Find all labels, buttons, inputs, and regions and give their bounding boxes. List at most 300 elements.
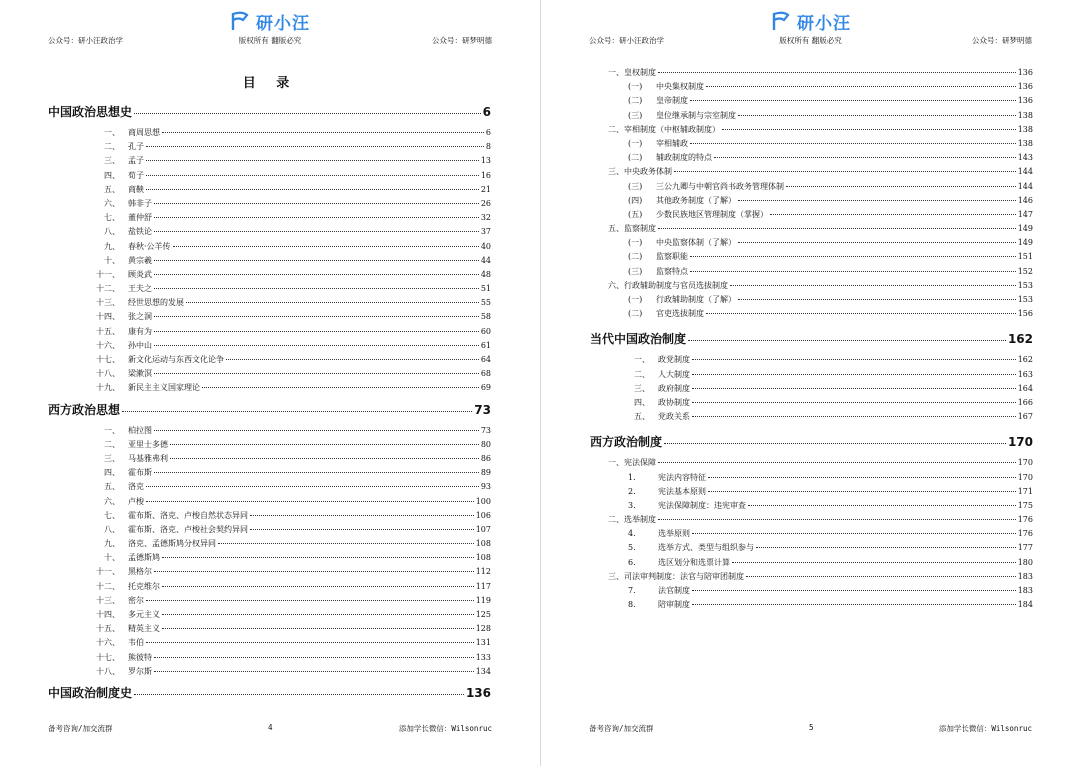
toc-entry-number: 十、 bbox=[104, 255, 120, 265]
toc-entry[interactable] bbox=[590, 165, 1033, 179]
toc-section-heading[interactable]: 中国政治思想史 6 bbox=[48, 105, 491, 119]
toc-entry-label: 托克维尔 bbox=[128, 581, 160, 591]
toc-section-heading[interactable]: 西方政治思想 73 bbox=[48, 402, 491, 417]
toc-entry-number: 六、 bbox=[104, 496, 120, 506]
toc-entry-label: 辅政制度的特点 bbox=[656, 153, 712, 163]
toc-entry-page: 107 bbox=[475, 524, 491, 534]
dot-leader bbox=[146, 600, 474, 601]
toc-entry-number: 4. bbox=[628, 529, 636, 539]
header-center: 版权所有 翻版必究 bbox=[238, 36, 302, 45]
toc-entry-page: 8 bbox=[485, 142, 491, 152]
toc-entry-label: 密尔 bbox=[128, 595, 144, 605]
toc-entry-label: 监察职能 bbox=[656, 252, 688, 262]
dot-leader bbox=[692, 533, 1016, 534]
toc-entry[interactable] bbox=[590, 250, 1033, 264]
toc-entry-page: 149 bbox=[1017, 224, 1033, 234]
toc-entry[interactable] bbox=[590, 541, 1033, 555]
dot-leader bbox=[154, 472, 479, 473]
toc-entry-page: 143 bbox=[1017, 153, 1033, 163]
toc-entry-number: 四、 bbox=[104, 170, 120, 180]
dot-leader bbox=[146, 160, 479, 161]
dot-leader bbox=[154, 373, 479, 374]
toc-entry-page: 21 bbox=[480, 184, 491, 194]
toc-entry-number: 一、 bbox=[608, 458, 624, 468]
toc-entry-label: 监察特点 bbox=[656, 266, 688, 276]
toc-entry-label: 霍布斯 bbox=[128, 468, 152, 478]
toc-entry-page: 184 bbox=[1017, 600, 1033, 610]
toc-entry[interactable] bbox=[48, 211, 491, 225]
toc-entry[interactable] bbox=[590, 499, 1033, 513]
toc-entry-page: 147 bbox=[1017, 209, 1033, 219]
toc-entry[interactable] bbox=[590, 598, 1033, 612]
dot-leader bbox=[748, 505, 1016, 506]
dot-leader bbox=[134, 694, 464, 695]
toc-entry-page: 153 bbox=[1017, 295, 1033, 304]
toc-entry-number: 2. bbox=[628, 486, 636, 496]
dot-leader bbox=[722, 129, 1016, 130]
toc-list bbox=[590, 353, 1033, 424]
toc-entry-label: 选区划分和选票计算 bbox=[658, 557, 730, 567]
toc-entry-label: 黄宗羲 bbox=[128, 255, 152, 265]
toc-entry-page: 152 bbox=[1017, 266, 1033, 276]
dot-leader bbox=[738, 299, 1016, 300]
dot-leader bbox=[692, 374, 1016, 375]
toc-entry-label: 选举制度 bbox=[624, 515, 656, 525]
toc-entry-label: 盐铁论 bbox=[128, 227, 152, 237]
toc-entry[interactable] bbox=[590, 94, 1033, 108]
toc-entry-label: 新民主主义国家理论 bbox=[128, 383, 200, 393]
toc-entry-label: 康有为 bbox=[128, 326, 152, 336]
dot-leader bbox=[154, 203, 479, 204]
dot-leader bbox=[770, 214, 1016, 215]
toc-entry-label: 多元主义 bbox=[128, 610, 160, 619]
dot-leader bbox=[154, 430, 479, 431]
toc-entry-number: 十二、 bbox=[96, 284, 120, 294]
dot-leader bbox=[146, 501, 474, 502]
toc-entry-label: 洛克、孟德斯鸠分权异同 bbox=[128, 539, 216, 549]
toc-entry-label: 罗尔斯 bbox=[128, 666, 152, 676]
toc-entry-number: (三) bbox=[628, 266, 643, 276]
toc-entry-number: 十四、 bbox=[96, 312, 120, 322]
toc-entry-label: 政协制度 bbox=[658, 397, 690, 407]
dot-leader bbox=[692, 388, 1016, 389]
toc-entry-page: 69 bbox=[480, 383, 491, 393]
toc-entry-label: 监察制度 bbox=[624, 224, 656, 234]
toc-entry[interactable] bbox=[590, 556, 1033, 570]
toc-entry-page: 131 bbox=[475, 638, 491, 648]
toc-entry[interactable] bbox=[590, 222, 1033, 236]
toc-entry[interactable] bbox=[48, 169, 491, 183]
toc-entry[interactable] bbox=[590, 194, 1033, 208]
toc-entry[interactable] bbox=[590, 279, 1033, 293]
toc-entry-page: 134 bbox=[475, 666, 491, 676]
toc-entry-label: 韩非子 bbox=[128, 198, 152, 208]
toc-entry-page: 164 bbox=[1017, 383, 1033, 393]
header-center: 版权所有 翻版必究 bbox=[779, 36, 842, 45]
toc-entry[interactable] bbox=[48, 254, 491, 268]
toc-entry-page: 117 bbox=[475, 581, 491, 591]
toc-entry-label: 亚里士多德 bbox=[128, 439, 168, 449]
toc-entry-label: 皇帝制度 bbox=[656, 96, 688, 106]
toc-entry-number: 七、 bbox=[104, 510, 120, 520]
toc-entry-page: 16 bbox=[480, 170, 491, 180]
toc-entry[interactable] bbox=[590, 396, 1033, 410]
toc-entry-label: 卢梭 bbox=[128, 496, 144, 506]
toc-entry-label: 黑格尔 bbox=[128, 567, 152, 577]
dot-leader bbox=[738, 242, 1016, 243]
toc-entry-number: 一、 bbox=[104, 425, 120, 435]
toc-entry-number: 十八、 bbox=[96, 369, 120, 379]
toc-entry-page: 171 bbox=[1017, 486, 1033, 496]
toc-entry-label: 党政关系 bbox=[658, 412, 690, 422]
toc-entry-number: 三、 bbox=[608, 571, 624, 581]
toc-entry-label: 中央政务体制 bbox=[624, 167, 672, 177]
toc-entry-label: 选举方式、类型与组织参与 bbox=[658, 543, 754, 553]
toc-entry-page: 151 bbox=[1017, 252, 1033, 262]
toc-entry[interactable] bbox=[48, 523, 491, 537]
toc-entry[interactable] bbox=[590, 382, 1033, 396]
toc-entry[interactable] bbox=[48, 608, 491, 622]
toc-entry-label: 中央监察体制（了解） bbox=[656, 238, 736, 248]
toc-entry-page: 108 bbox=[475, 539, 491, 549]
toc-entry-label: 陪审制度 bbox=[658, 600, 690, 610]
toc-entry-number: 5. bbox=[628, 543, 636, 553]
toc-entry-number: (四) bbox=[628, 195, 643, 205]
dot-leader bbox=[708, 477, 1016, 478]
toc-entry-page: 180 bbox=[1017, 557, 1033, 567]
dot-leader bbox=[692, 590, 1016, 591]
toc-list bbox=[590, 66, 1033, 321]
toc-entry-number: 十一、 bbox=[96, 269, 120, 279]
dot-leader bbox=[154, 345, 479, 346]
toc-entry[interactable] bbox=[48, 197, 491, 211]
toc-entry-page: 167 bbox=[1017, 412, 1033, 422]
toc-entry-number: 3. bbox=[628, 500, 636, 510]
toc-entry-number: 三、 bbox=[634, 383, 650, 393]
toc-entry-page: 119 bbox=[475, 595, 491, 605]
toc-entry-page: 138 bbox=[1017, 110, 1033, 120]
toc-entry-page: 144 bbox=[1017, 167, 1033, 177]
toc-entry-number: 十八、 bbox=[96, 666, 120, 676]
toc-entry-label: 中央集权制度 bbox=[656, 82, 704, 92]
toc-entry-number: 十七、 bbox=[96, 355, 120, 364]
toc-entry-page: 100 bbox=[475, 496, 491, 506]
toc-entry-page: 26 bbox=[480, 198, 491, 208]
toc-entry-page: 153 bbox=[1017, 280, 1033, 290]
dot-leader bbox=[690, 271, 1016, 272]
toc-entry-page: 183 bbox=[1017, 571, 1033, 581]
toc-entry[interactable] bbox=[48, 438, 491, 452]
dot-leader bbox=[746, 576, 1016, 577]
toc-entry-number: 十九、 bbox=[96, 383, 120, 393]
toc-entry[interactable] bbox=[48, 537, 491, 551]
brand-logo bbox=[771, 10, 851, 32]
toc-entry-label: 新文化运动与东西文化论争 bbox=[128, 355, 224, 364]
toc-entry[interactable] bbox=[590, 236, 1033, 250]
toc-entry-number: 五、 bbox=[608, 224, 624, 234]
toc-entry-label: 三公九卿与中朝官尚书政务管理体制 bbox=[656, 181, 784, 191]
toc-entry-number: 三、 bbox=[608, 167, 624, 177]
toc-entry-page: 106 bbox=[475, 510, 491, 520]
toc-entry[interactable] bbox=[590, 123, 1033, 137]
header-right: 公众号：研梦明德 bbox=[972, 36, 1032, 45]
toc-entry[interactable] bbox=[48, 424, 491, 438]
toc-entry-page: 146 bbox=[1017, 195, 1033, 205]
toc-entry-label: 商周思想 bbox=[128, 128, 160, 137]
toc-entry-page: 13 bbox=[480, 156, 491, 166]
toc-list bbox=[48, 126, 491, 396]
toc-entry-label: 人大制度 bbox=[658, 369, 690, 379]
toc-entry-label: 孟子 bbox=[128, 156, 144, 166]
toc-entry-number: 1. bbox=[628, 472, 636, 482]
toc-entry[interactable] bbox=[48, 551, 491, 565]
toc-entry-number: (一) bbox=[628, 82, 643, 92]
toc-entry-number: 二、 bbox=[104, 439, 120, 449]
toc-entry[interactable] bbox=[590, 527, 1033, 541]
toc-entry-page: 93 bbox=[480, 482, 491, 492]
dot-leader bbox=[162, 132, 484, 133]
toc-entry[interactable] bbox=[590, 471, 1033, 485]
dot-leader bbox=[786, 186, 1016, 187]
toc-entry-number: 一、 bbox=[634, 355, 650, 365]
toc-entry[interactable] bbox=[48, 367, 491, 381]
toc-entry-page: 73 bbox=[480, 425, 491, 435]
toc-left-column bbox=[48, 98, 491, 707]
toc-entry-page: 156 bbox=[1017, 309, 1033, 319]
toc-entry-page: 58 bbox=[480, 312, 491, 322]
toc-entry-number: 五、 bbox=[104, 184, 120, 194]
toc-entry[interactable] bbox=[590, 353, 1033, 367]
toc-entry-page: 68 bbox=[480, 369, 491, 379]
toc-entry-number: 五、 bbox=[104, 482, 120, 492]
toc-entry-page: 177 bbox=[1017, 543, 1033, 553]
toc-entry[interactable] bbox=[48, 480, 491, 494]
dot-leader bbox=[170, 444, 479, 445]
dot-leader bbox=[664, 443, 1006, 444]
toc-entry[interactable] bbox=[590, 137, 1033, 151]
toc-entry-page: 48 bbox=[480, 269, 491, 279]
toc-entry-number: 十七、 bbox=[96, 652, 120, 662]
toc-entry-number: 六、 bbox=[608, 280, 624, 290]
toc-entry[interactable] bbox=[48, 310, 491, 324]
toc-entry-page: 51 bbox=[480, 284, 491, 294]
toc-entry-label: 行政辅助制度与官员选拔制度 bbox=[624, 280, 728, 290]
toc-section-heading[interactable]: 当代中国政治制度 162 bbox=[590, 332, 1033, 347]
toc-entry-page: 125 bbox=[475, 610, 491, 619]
toc-entry[interactable] bbox=[590, 265, 1033, 279]
toc-section-heading[interactable]: 中国政治制度史 136 bbox=[48, 685, 491, 700]
flag-logo-icon bbox=[771, 11, 793, 31]
toc-entry[interactable] bbox=[48, 452, 491, 466]
toc-entry-number: 十二、 bbox=[96, 581, 120, 591]
toc-entry-label: 精英主义 bbox=[128, 624, 160, 634]
toc-entry-number: 7. bbox=[628, 586, 636, 595]
toc-entry[interactable] bbox=[590, 293, 1033, 307]
dot-leader bbox=[162, 586, 474, 587]
dot-leader bbox=[250, 529, 474, 530]
toc-entry-label: 梁漱溟 bbox=[128, 369, 152, 379]
dot-leader bbox=[692, 416, 1016, 417]
toc-entry-label: 孔子 bbox=[128, 142, 144, 152]
dot-leader bbox=[732, 562, 1016, 563]
dot-leader bbox=[708, 491, 1016, 492]
dot-leader bbox=[690, 143, 1016, 144]
toc-entry[interactable] bbox=[48, 140, 491, 154]
toc-entry[interactable] bbox=[48, 622, 491, 636]
toc-entry-label: 少数民族地区管理制度（掌握） bbox=[656, 209, 768, 219]
toc-entry-number: 十一、 bbox=[96, 567, 120, 577]
dot-leader bbox=[154, 571, 474, 572]
dot-leader bbox=[134, 113, 481, 114]
dot-leader bbox=[706, 313, 1016, 314]
toc-entry[interactable] bbox=[590, 456, 1033, 470]
toc-entry-label: 顾炎武 bbox=[128, 269, 152, 279]
toc-entry-number: 十五、 bbox=[96, 326, 120, 336]
toc-entry-number: 8. bbox=[628, 600, 636, 610]
toc-entry-page: 176 bbox=[1017, 529, 1033, 539]
dot-leader bbox=[202, 387, 479, 388]
toc-entry-label: 韦伯 bbox=[128, 638, 144, 648]
toc-entry[interactable] bbox=[48, 636, 491, 650]
dot-leader bbox=[738, 115, 1016, 116]
toc-entry[interactable] bbox=[48, 296, 491, 310]
footer-left: 备考咨询/加交流群 bbox=[589, 724, 654, 733]
toc-entry-label: 其他政务制度（了解） bbox=[656, 195, 736, 205]
toc-entry-page: 166 bbox=[1017, 397, 1033, 407]
toc-entry[interactable] bbox=[590, 208, 1033, 222]
toc-entry[interactable] bbox=[48, 268, 491, 282]
dot-leader bbox=[122, 411, 472, 412]
footer-left: 备考咨询/加交流群 bbox=[48, 724, 113, 733]
header-left: 公众号：研小汪政治学 bbox=[589, 36, 664, 45]
toc-entry-label: 宰相制度（中枢辅政制度） bbox=[624, 124, 720, 134]
toc-entry[interactable] bbox=[48, 154, 491, 168]
toc-entry[interactable] bbox=[48, 665, 491, 679]
dot-leader bbox=[173, 246, 479, 247]
toc-entry[interactable] bbox=[590, 410, 1033, 424]
toc-section-heading[interactable]: 西方政治制度 170 bbox=[590, 435, 1033, 450]
toc-entry[interactable] bbox=[48, 651, 491, 665]
toc-title: 目 录 bbox=[242, 76, 298, 91]
toc-entry-number: 十三、 bbox=[96, 595, 120, 605]
toc-entry-page: 149 bbox=[1017, 238, 1033, 248]
dot-leader bbox=[706, 86, 1016, 87]
toc-entry[interactable] bbox=[48, 353, 491, 367]
toc-entry-label: 法官制度 bbox=[658, 586, 690, 595]
toc-entry[interactable] bbox=[590, 570, 1033, 584]
toc-entry[interactable] bbox=[590, 368, 1033, 382]
toc-entry-label: 政府制度 bbox=[658, 383, 690, 393]
footer-right: 添加学长微信：Wilsonruc bbox=[398, 724, 492, 733]
dot-leader bbox=[170, 458, 479, 459]
toc-entry-page: 128 bbox=[475, 624, 491, 634]
toc-entry[interactable] bbox=[590, 513, 1033, 527]
toc-entry-number: (一) bbox=[628, 295, 643, 304]
toc-entry-page: 136 bbox=[1017, 82, 1033, 92]
toc-list bbox=[48, 424, 491, 679]
toc-entry[interactable] bbox=[590, 151, 1033, 165]
dot-leader bbox=[714, 157, 1016, 158]
toc-entry-page: 108 bbox=[475, 553, 491, 563]
toc-entry[interactable] bbox=[48, 565, 491, 579]
toc-entry-number: 二、 bbox=[634, 369, 650, 379]
toc-entry-label: 政党制度 bbox=[658, 355, 690, 365]
toc-entry-page: 138 bbox=[1017, 138, 1033, 148]
toc-entry-page: 60 bbox=[480, 326, 491, 336]
toc-entry-page: 80 bbox=[480, 439, 491, 449]
toc-entry-page: 89 bbox=[480, 468, 491, 478]
toc-entry[interactable] bbox=[590, 180, 1033, 194]
toc-entry[interactable] bbox=[48, 126, 491, 140]
toc-entry-page: 183 bbox=[1017, 586, 1033, 595]
toc-entry[interactable] bbox=[590, 80, 1033, 94]
toc-entry[interactable] bbox=[48, 225, 491, 239]
toc-entry[interactable] bbox=[590, 66, 1033, 80]
toc-entry-number: (一) bbox=[628, 138, 643, 148]
toc-entry-number: 九、 bbox=[104, 241, 120, 251]
toc-entry[interactable] bbox=[48, 509, 491, 523]
dot-leader bbox=[250, 515, 474, 516]
page-number: 5 bbox=[809, 723, 814, 732]
toc-entry-page: 133 bbox=[475, 652, 491, 662]
toc-entry-number: 九、 bbox=[104, 539, 120, 549]
toc-entry-label: 宪法基本原则 bbox=[658, 486, 706, 496]
toc-entry-number: 四、 bbox=[104, 468, 120, 478]
dot-leader bbox=[658, 228, 1016, 229]
brand-name: 研小汪 bbox=[256, 13, 310, 34]
toc-entry[interactable] bbox=[48, 240, 491, 254]
toc-entry-label: 宪法内容特征 bbox=[658, 472, 706, 482]
toc-entry-page: 162 bbox=[1017, 355, 1033, 365]
toc-entry-number: 八、 bbox=[104, 227, 120, 237]
footer-right: 添加学长微信：Wilsonruc bbox=[938, 724, 1032, 733]
toc-entry[interactable] bbox=[48, 495, 491, 509]
toc-entry-number: 五、 bbox=[634, 412, 650, 422]
toc-entry-number: (三) bbox=[628, 110, 643, 120]
toc-entry-label: 霍布斯、洛克、卢梭自然状态异同 bbox=[128, 510, 248, 520]
toc-entry-label: 柏拉图 bbox=[128, 425, 152, 435]
toc-entry-number: (一) bbox=[628, 238, 643, 248]
dot-leader bbox=[154, 274, 479, 275]
toc-entry-label: 司法审判制度：法官与陪审团制度 bbox=[624, 571, 744, 581]
toc-entry[interactable] bbox=[48, 183, 491, 197]
toc-entry[interactable] bbox=[590, 307, 1033, 321]
toc-entry[interactable] bbox=[48, 381, 491, 395]
toc-entry[interactable] bbox=[590, 109, 1033, 123]
toc-entry[interactable] bbox=[48, 339, 491, 353]
toc-entry[interactable] bbox=[590, 485, 1033, 499]
dot-leader bbox=[154, 657, 474, 658]
toc-entry[interactable] bbox=[590, 584, 1033, 598]
dot-leader bbox=[738, 200, 1016, 201]
dot-leader bbox=[690, 256, 1016, 257]
toc-entry-number: 一、 bbox=[104, 128, 120, 137]
toc-entry-label: 春秋·公羊传 bbox=[128, 241, 171, 251]
toc-entry[interactable] bbox=[48, 325, 491, 339]
flag-logo-icon bbox=[230, 11, 252, 31]
toc-entry[interactable] bbox=[48, 594, 491, 608]
toc-entry-label: 霍布斯、洛克、卢梭社会契约异同 bbox=[128, 524, 248, 534]
toc-entry-number: 十、 bbox=[104, 553, 120, 563]
dot-leader bbox=[154, 260, 479, 261]
toc-entry[interactable] bbox=[48, 282, 491, 296]
toc-entry[interactable] bbox=[48, 466, 491, 480]
toc-entry[interactable] bbox=[48, 580, 491, 594]
toc-entry-label: 宰相辅政 bbox=[656, 138, 688, 148]
toc-entry-page: 112 bbox=[475, 567, 491, 577]
toc-entry-number: 七、 bbox=[104, 213, 120, 223]
toc-entry-number: 十六、 bbox=[96, 340, 120, 350]
